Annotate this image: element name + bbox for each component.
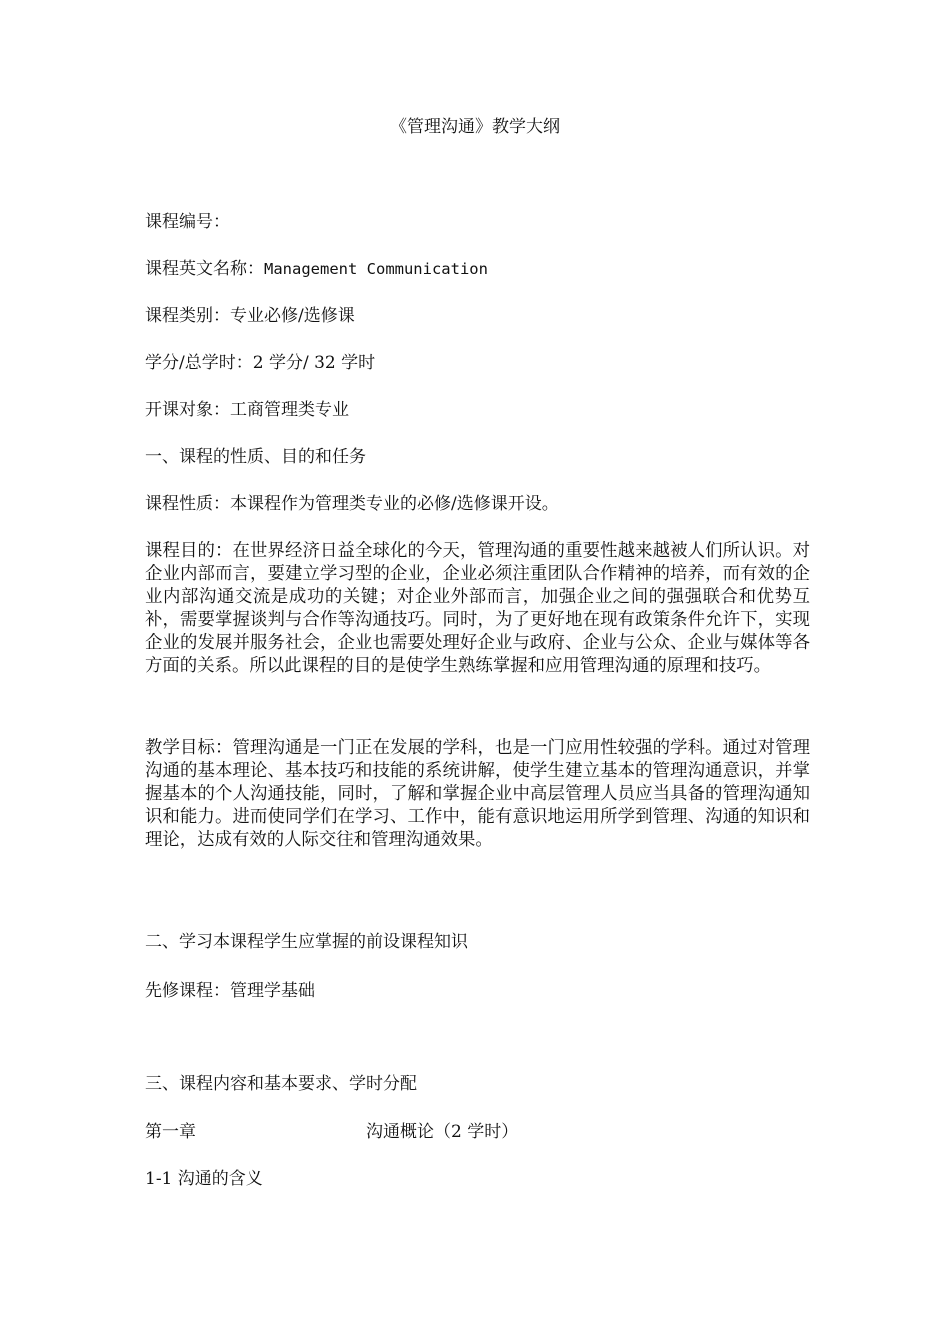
prerequisite-line: 先修课程：管理学基础 [145, 981, 315, 1001]
credits-line: 学分/总学时：2 学分/ 32 学时 [145, 353, 376, 373]
english-name-value: Management Communication [264, 260, 488, 278]
item-1-1: 1-1 沟通的含义 [145, 1169, 263, 1189]
course-nature-line: 课程性质：本课程作为管理类专业的必修/选修课开设。 [145, 494, 559, 514]
course-purpose-paragraph: 课程目的：在世界经济日益全球化的今天，管理沟通的重要性越来越被人们所认识。对企业内部而言，要建立学习型的企业，企业必须注重团队合作精神的培养，而有效的企业内部沟通交流是成功的关键；对企业外部而言，加强企业之间的强强联合和优势互补，需要掌握谈判与合作等沟通技巧。同时，为了更好地在现有政策条件允许下，实现企业的发展并服务社会，企业也需要处理好企业与政府、企业与公众、企业与媒体等各方面的关系。所以此课程的目的是使学生熟练掌握和应用管理沟通的原理和技巧。 [145, 541, 810, 676]
teaching-goal-paragraph: 教学目标：管理沟通是一门正在发展的学科，也是一门应用性较强的学科。通过对管理沟通的基本理论、基本技巧和技能的系统讲解，使学生建立基本的管理沟通意识，并掌握基本的个人沟通技能，同时，了解和掌握企业中高层管理人员应当具备的管理沟通知识和能力。进而使同学们在学习、工作中，能有意识地运用所学到管理、沟通的知识和理论，达成有效的人际交往和管理沟通效果。 [145, 738, 810, 850]
course-code-line: 课程编号： [145, 212, 230, 232]
document-title: 《管理沟通》教学大纲 [390, 117, 560, 137]
chapter1-label: 第一章 [145, 1122, 196, 1142]
section2-heading: 二、学习本课程学生应掌握的前设课程知识 [145, 932, 468, 952]
chapter1-title: 沟通概论（2 学时） [366, 1122, 519, 1142]
section1-heading: 一、课程的性质、目的和任务 [145, 447, 366, 467]
audience-line: 开课对象：工商管理类专业 [145, 400, 349, 420]
course-category-line: 课程类别：专业必修/选修课 [145, 306, 355, 326]
english-name-line [145, 259, 488, 279]
english-name-label: 课程英文名称： [145, 259, 264, 279]
section3-heading: 三、课程内容和基本要求、学时分配 [145, 1074, 417, 1094]
